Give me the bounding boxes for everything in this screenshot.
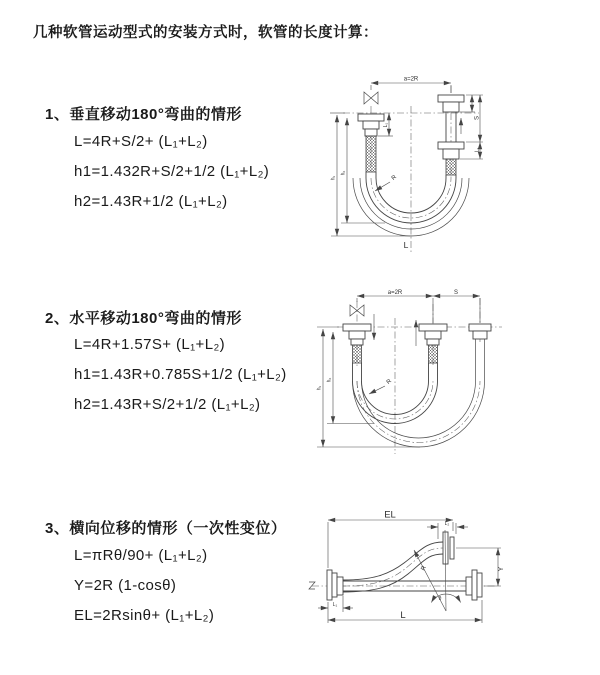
formula-line: EL=2Rsinθ+ (L₁+L₂) [74,607,215,624]
braid-section [446,159,456,175]
diagram-horizontal-180-bend [312,286,598,460]
dim-label-r: R [385,378,393,386]
dimension-el [328,510,453,569]
formula-line: L=4R+S/2+ (L₁+L₂) [74,133,208,150]
dim-label-h2: h₂ [340,170,347,176]
dimension-h2 [327,332,375,424]
radius-callout [369,378,393,394]
dim-label-r: R [420,565,428,572]
dim-label-h1: h₁ [316,385,323,391]
section-1-heading: 1、垂直移动180°弯曲的情形 [45,106,242,123]
dim-label-l-total: L [403,240,409,250]
dim-label-width: a=2R [403,76,419,83]
left-fitting [358,114,384,172]
dim-label-l-total: L [400,610,406,621]
dim-label-h1: h₁ [330,175,337,181]
dimension-l1 [318,596,353,612]
formula-line: h2=1.43R+1/2 (L₁+L₂) [74,193,228,210]
dim-label-width: a=2R [387,290,403,296]
dimension-h1 [317,327,421,447]
centerline-break-symbol [309,582,315,589]
dimension-l [328,600,482,623]
dim-label-h2: h₂ [326,377,333,383]
dim-label-s: S [453,290,459,296]
formula-line: h1=1.432R+S/2+1/2 (L₁+L₂) [74,163,270,180]
radius-callout [375,174,398,191]
dim-label-s: S [474,115,481,121]
braid-section [353,345,362,363]
formula-line: Y=2R (1-cosθ) [74,577,177,594]
valve-icon [364,92,378,104]
section-3-heading: 3、横向位移的情形（一次性变位） [45,520,287,537]
formula-line: h1=1.43R+0.785S+1/2 (L₁+L₂) [74,366,287,383]
formula-line: L=πRθ/90+ (L₁+L₂) [74,547,208,564]
dimension-width [357,290,480,323]
formula-line: L=4R+1.57S+ (L₁+L₂) [74,336,226,353]
dim-label-l1: L₁ [383,122,389,128]
s-curve-hose-position2 [343,542,443,592]
braid-section [429,345,438,363]
dimension-h2 [341,118,386,223]
left-fitting [343,324,371,363]
hose-u-bend-position2 [353,339,485,447]
section-2-heading: 2、水平移动180°弯曲的情形 [45,310,242,327]
upper-right-flange [443,532,454,564]
diagram-lateral-displacement [300,508,600,648]
dim-label-theta: θ [438,596,442,602]
dim-label-l2: L₂ [474,147,481,153]
dim-label-l1: L₁ [332,602,338,608]
right-flange [466,570,482,600]
dimension-width [371,77,451,94]
page-title: 几种软管运动型式的安装方式时，软管的长度计算： [33,25,378,41]
right-fitting-moved [469,324,491,339]
braid-section [366,136,376,172]
dim-label-l2: L₂ [444,521,450,527]
middle-fitting [419,324,447,363]
left-flange [327,570,343,600]
formula-line: h2=1.43R+S/2+1/2 (L₁+L₂) [74,396,261,413]
dim-label-y: Y [498,566,505,572]
diagram-vertical-180-bend [315,70,585,265]
dim-label-el: EL [384,509,396,521]
dim-label-r: R [390,174,398,182]
